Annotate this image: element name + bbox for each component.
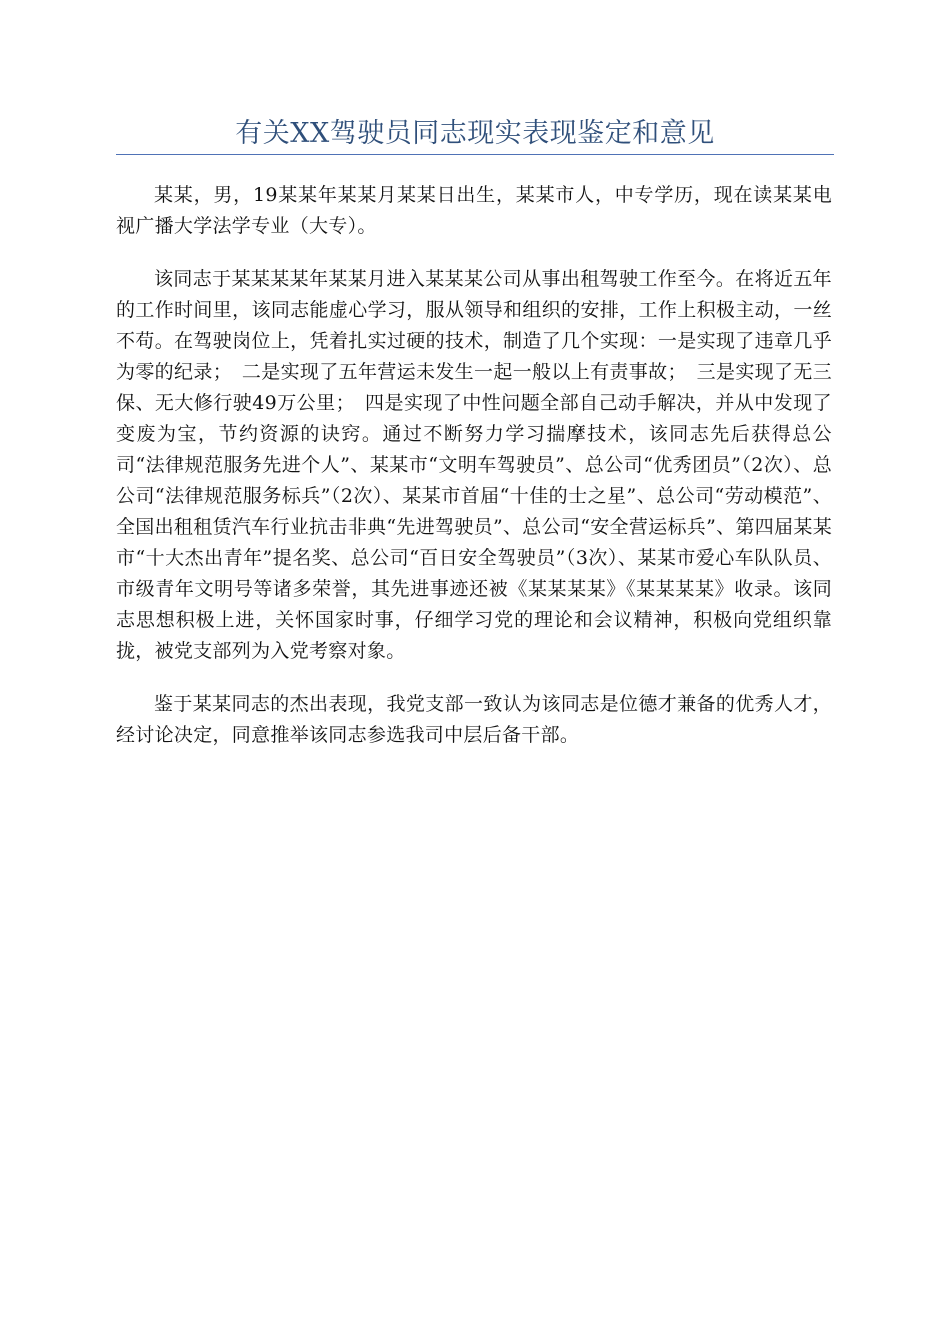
document-title: 有关XX驾驶员同志现实表现鉴定和意见 <box>235 118 715 149</box>
paragraph-work-record: 该同志于某某某某年某某月进入某某某公司从事出租驾驶工作至今。在将近五年的工作时间里，该同志能虚心学习，服从领导和组织的安排，工作上积极主动，一丝不苟。在驾驶岗位上，凭着扎实过硬的技术，制造了几个实现：一是实现了违章几乎为零的纪录； 二是实现了五年营运未发生一起一般以上有责事故； 三是实现了无三保、无大修行驶49万公里； 四是实现了中性问题全部自己动手解决，并从中发现了变废为宝，节约资源的诀窍。通过不断努力学习揣摩技术，该同志先后获得总公司“法律规范服务先进个人”、某某市“文明车驾驶员”、总公司“优秀团员”（2次）、总公司“法律规范服务标兵”（2次）、某某市首届“十佳的士之星”、总公司“劳动模范”、全国出租租赁汽车行业抗击非典“先进驾驶员”、总公司“安全营运标兵”、第四届某某市“十大杰出青年”提名奖、总公司“百日安全驾驶员”（3次）、某某市爱心车队队员、市级青年文明号等诸多荣誉，其先进事迹还被《某某某某》《某某某某》收录。该同志思想积极上进，关怀国家时事，仔细学习党的理论和会议精神，积极向党组织靠拢，被党支部列为入党考察对象。 <box>116 268 832 662</box>
paragraph-recommendation: 鉴于某某同志的杰出表现，我党支部一致认为该同志是位德才兼备的优秀人才，经讨论决定，同意推举该同志参选我司中层后备干部。 <box>116 693 832 746</box>
document-body <box>116 180 832 773</box>
title-underline <box>116 154 834 155</box>
paragraph-personal-info: 某某，男，19某某年某某月某某日出生，某某市人，中专学历，现在读某某电视广播大学法学专业（大专）。 <box>116 184 832 237</box>
